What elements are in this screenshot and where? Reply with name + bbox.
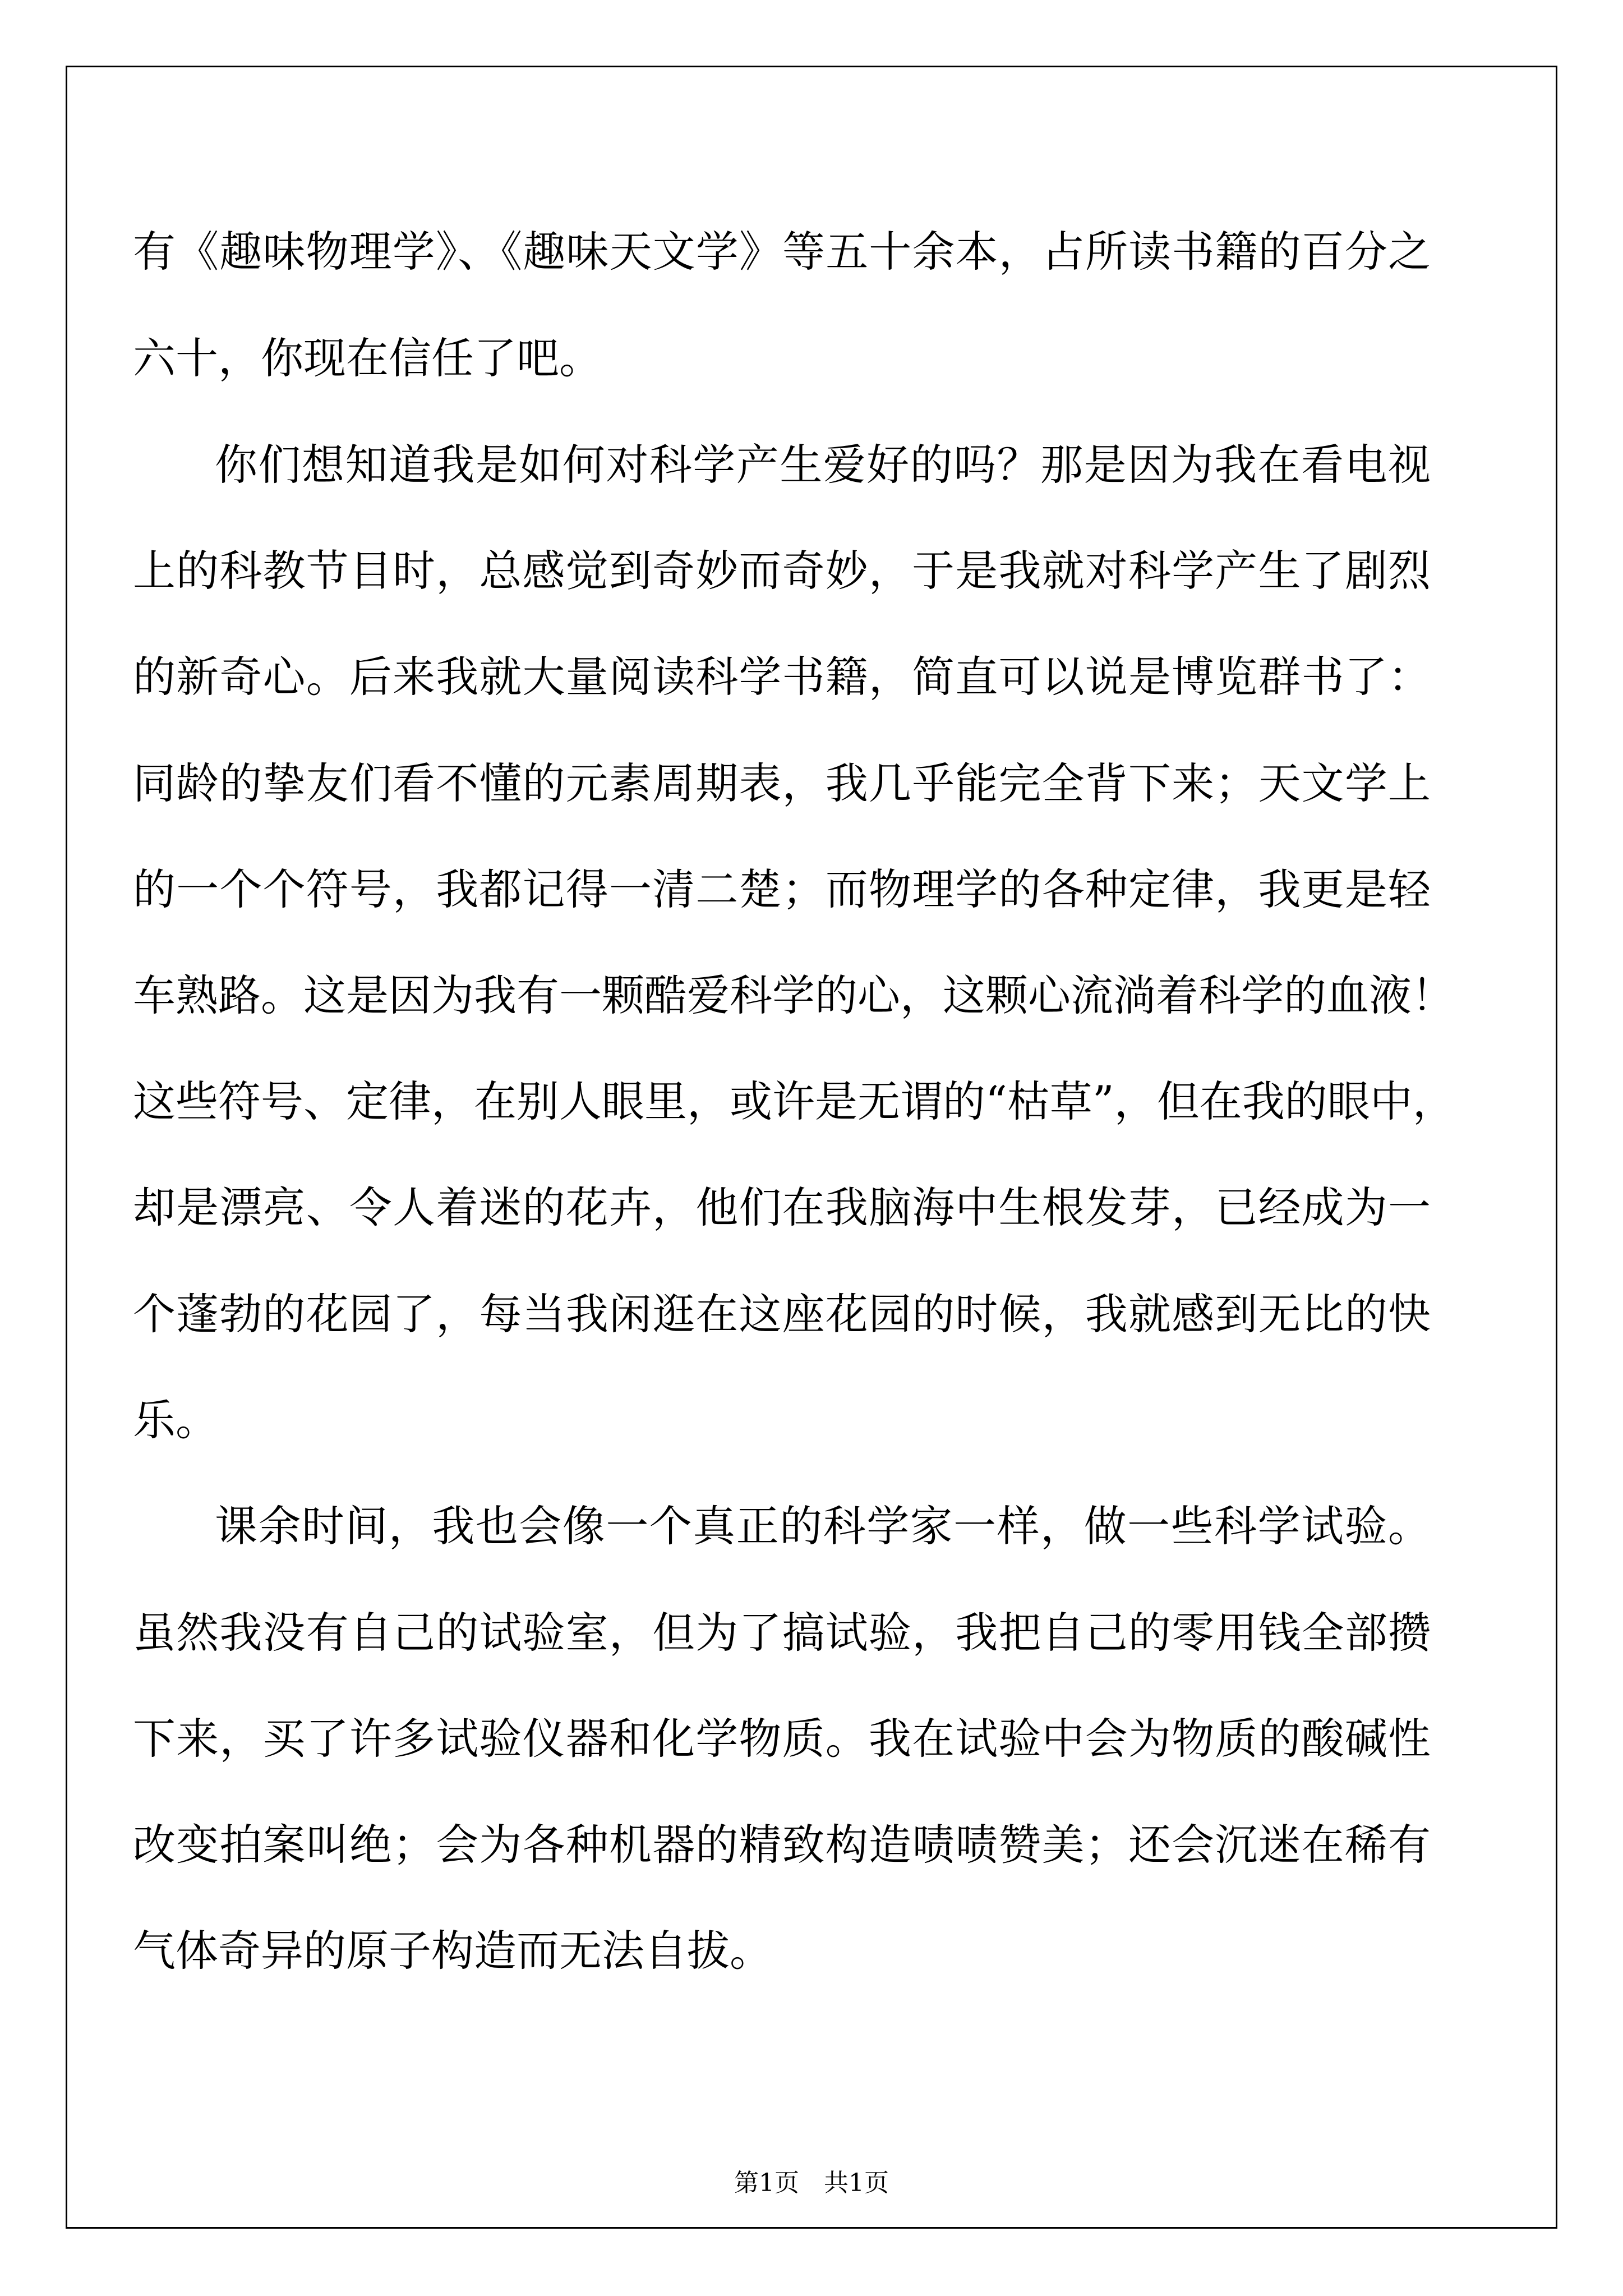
text-line: 上的科教节目时，总感觉到奇妙而奇妙，于是我就对科学产生了剧烈 bbox=[133, 546, 1431, 596]
text-line: 同龄的挚友们看不懂的元素周期表，我几乎能完全背下来；天文学上 bbox=[133, 758, 1431, 808]
text-line: 下来，买了许多试验仪器和化学物质。我在试验中会为物质的酸碱性 bbox=[133, 1714, 1431, 1764]
text-line: 气体奇异的原子构造而无法自拔。 bbox=[133, 1926, 772, 1976]
page-number: 第1页 bbox=[734, 2169, 799, 2197]
text-line: 课余时间，我也会像一个真正的科学家一样，做一些科学试验。 bbox=[215, 1501, 1431, 1551]
page-total: 共1页 bbox=[824, 2169, 889, 2197]
text-line: 改变拍案叫绝；会为各种机器的精致构造啧啧赞美；还会沉迷在稀有 bbox=[133, 1820, 1431, 1870]
text-line: 六十，你现在信任了吧。 bbox=[133, 333, 602, 383]
page-footer bbox=[0, 2166, 1623, 2200]
text-line: 个蓬勃的花园了，每当我闲逛在这座花园的时候，我就感到无比的快 bbox=[133, 1289, 1431, 1339]
text-line: 的一个个符号，我都记得一清二楚；而物理学的各种定律，我更是轻 bbox=[133, 864, 1431, 914]
text-line: 的新奇心。后来我就大量阅读科学书籍，简直可以说是博览群书了： bbox=[133, 652, 1431, 702]
text-line: 这些符号、定律，在别人眼里，或许是无谓的“枯草”，但在我的眼中， bbox=[133, 1076, 1455, 1126]
text-line: 乐。 bbox=[133, 1395, 218, 1445]
text-line: 却是漂亮、令人着迷的花卉，他们在我脑海中生根发芽，已经成为一 bbox=[133, 1182, 1431, 1232]
text-line: 有《趣味物理学》、《趣味天文学》等五十余本，占所读书籍的百分之 bbox=[133, 227, 1431, 277]
text-line: 虽然我没有自己的试验室，但为了搞试验，我把自己的零用钱全部攒 bbox=[133, 1608, 1431, 1658]
text-line: 你们想知道我是如何对科学产生爱好的吗？那是因为我在看电视 bbox=[215, 440, 1431, 490]
text-line: 车熟路。这是因为我有一颗酷爱科学的心，这颗心流淌着科学的血液！ bbox=[133, 970, 1454, 1020]
